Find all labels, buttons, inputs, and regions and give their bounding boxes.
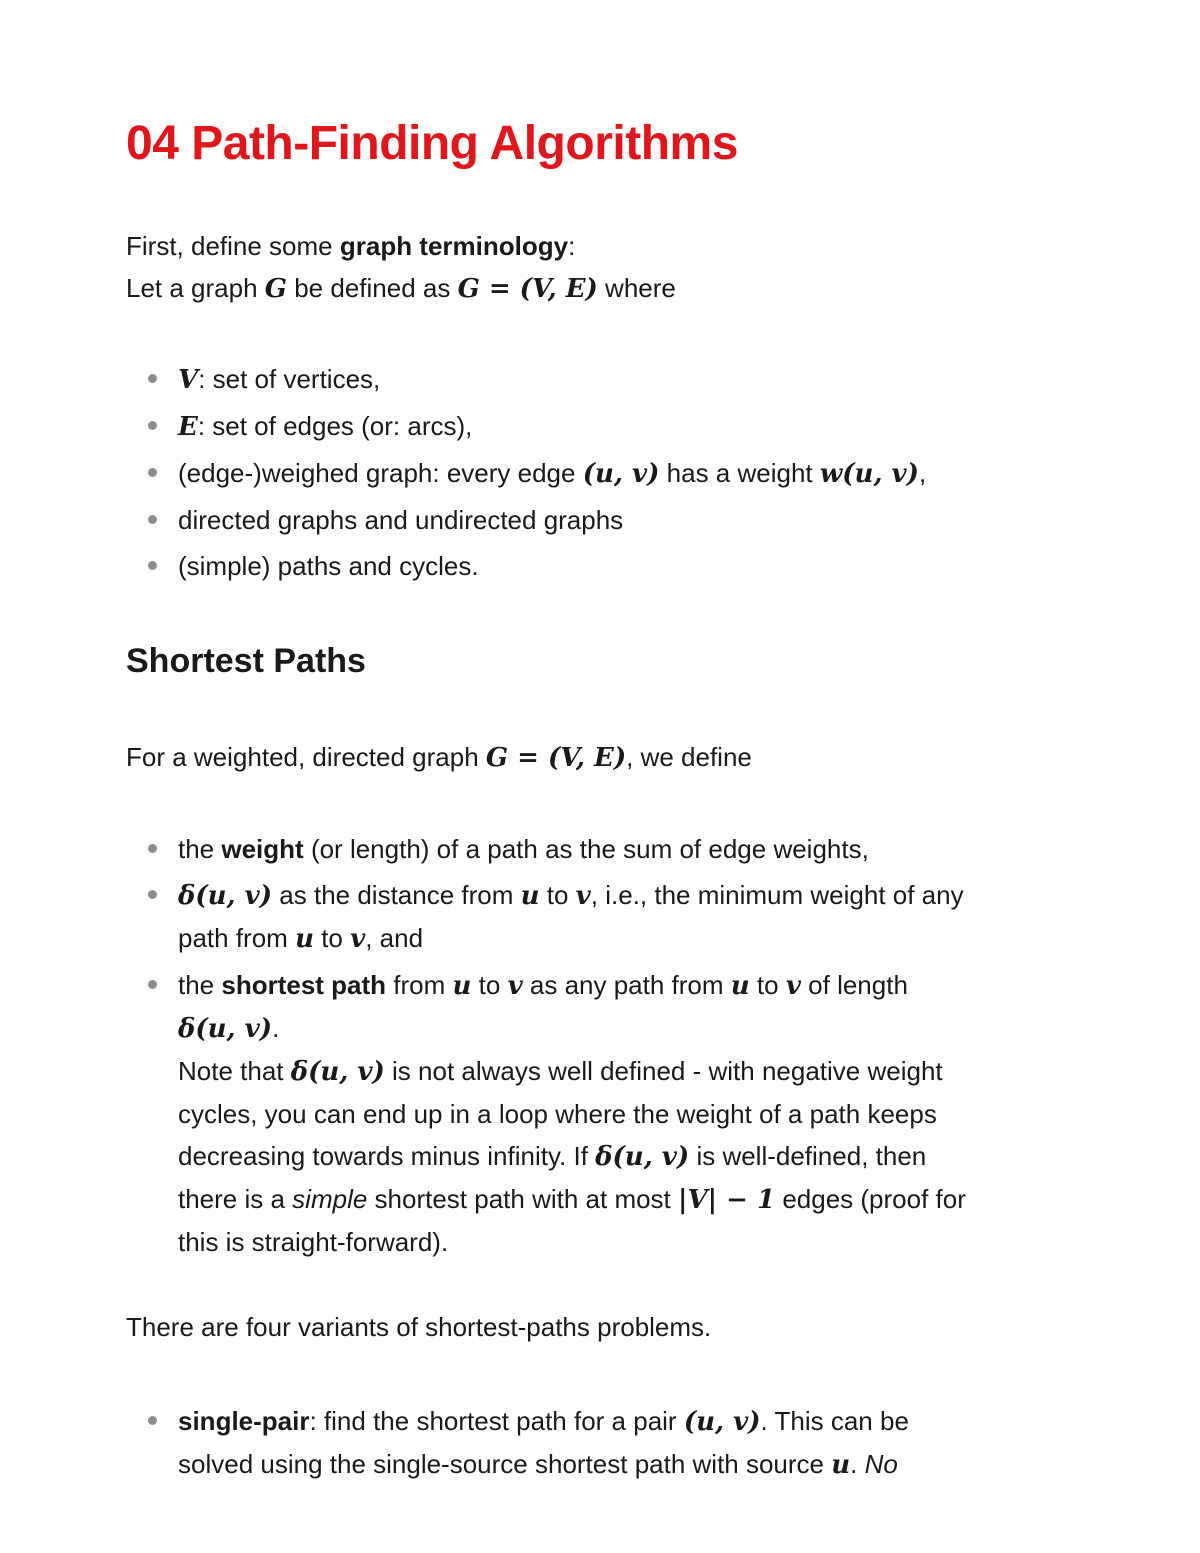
list-item — [126, 499, 1076, 541]
math-inline: u — [295, 924, 314, 954]
item-text: (edge-)weighed graph: every edge — [178, 458, 583, 488]
item-text: to — [471, 970, 508, 1000]
item-text: solved using the single-source shortest path with source — [178, 1449, 832, 1479]
item-text: has a weight — [659, 458, 820, 488]
bold-term: weight — [221, 834, 304, 864]
section-heading: Shortest Paths — [126, 642, 366, 680]
variants-intro: There are four variants of shortest-paths problems. — [126, 1312, 712, 1342]
emphasis-text: simple — [292, 1184, 368, 1214]
item-text: edges (proof for — [775, 1184, 966, 1214]
math-inline: v — [785, 971, 801, 1001]
list-item — [126, 964, 1076, 1263]
item-text: as any path from — [522, 970, 731, 1000]
item-text: the — [178, 834, 222, 864]
math-inline: (u, v) — [582, 459, 660, 489]
list-item — [126, 828, 1076, 870]
math-inline: (u, v) — [683, 1407, 761, 1437]
math-inline: v — [350, 924, 366, 954]
item-text: , — [918, 458, 927, 488]
math-inline: G = (V, E) — [457, 274, 598, 304]
list-item — [126, 545, 1076, 587]
bullet-icon — [148, 1416, 157, 1425]
bullet-icon — [148, 890, 157, 899]
terminology-list — [126, 358, 1076, 591]
item-text: there is a — [178, 1184, 293, 1214]
math-inline: u — [452, 971, 472, 1001]
variants-list — [126, 1400, 1076, 1486]
item-text: to — [749, 970, 786, 1000]
item-text: to — [313, 923, 351, 953]
emphasis-text: No — [857, 1449, 898, 1479]
bullet-icon — [148, 561, 157, 570]
math-inline: G — [264, 274, 287, 304]
math-inline: v — [507, 971, 523, 1001]
bullet-icon — [148, 421, 157, 430]
item-text: is not always well defined - with negative weight — [384, 1056, 943, 1086]
item-text: to — [539, 880, 576, 910]
intro-text: be defined as — [287, 273, 458, 303]
page-title: 04 Path-Finding Algorithms — [126, 117, 738, 170]
math-inline: δ(u, v) — [595, 1142, 690, 1172]
intro-text: First, define some — [126, 231, 340, 261]
math-inline: V — [178, 365, 199, 395]
math-inline: u — [520, 881, 540, 911]
bullet-icon — [148, 515, 157, 524]
item-text: cycles, you can end up in a loop where the weight of a path keeps — [178, 1099, 937, 1129]
bold-term: single-pair — [178, 1406, 310, 1436]
intro-text: : — [568, 231, 576, 261]
item-text: . — [272, 1013, 280, 1043]
item-text: as the distance from — [272, 880, 521, 910]
bullet-icon — [148, 844, 157, 853]
math-inline: E — [178, 412, 198, 442]
item-text: is well-defined, then — [689, 1141, 927, 1171]
bold-term: graph terminology — [339, 231, 569, 261]
math-inline: δ(u, v) — [178, 1014, 273, 1044]
item-text: : set of edges (or: arcs), — [197, 411, 473, 441]
item-text: Note that — [178, 1056, 291, 1086]
item-text: decreasing towards minus infinity. If — [178, 1141, 596, 1171]
bullet-icon — [148, 980, 157, 989]
math-inline: G = (V, E) — [485, 743, 627, 773]
intro-text: Let a graph — [126, 273, 265, 303]
intro-text: where — [597, 273, 676, 303]
list-item — [126, 1400, 1076, 1486]
math-inline: |V| − 1 — [678, 1185, 776, 1215]
item-text: . This can be — [760, 1406, 909, 1436]
item-text: of length — [800, 970, 908, 1000]
item-text: path from — [178, 923, 296, 953]
math-inline: δ(u, v) — [290, 1057, 385, 1087]
math-inline: u — [730, 971, 750, 1001]
item-text: the — [178, 970, 222, 1000]
bullet-icon — [148, 468, 157, 477]
list-item — [126, 358, 1076, 401]
item-text: shortest path with at most — [367, 1184, 679, 1214]
list-item — [126, 874, 1076, 960]
item-text: (simple) paths and cycles. — [178, 551, 479, 581]
intro-text: For a weighted, directed graph — [126, 742, 486, 772]
item-text: from — [386, 970, 453, 1000]
intro-text: , we define — [626, 742, 752, 772]
definitions-list — [126, 828, 1076, 1263]
item-text: , i.e., the minimum weight of any — [590, 880, 964, 910]
item-text: : set of vertices, — [198, 364, 381, 394]
intro-paragraph — [126, 225, 676, 310]
item-text: . — [850, 1449, 858, 1479]
bold-term: shortest path — [221, 970, 387, 1000]
math-inline: u — [831, 1450, 851, 1480]
item-text: directed graphs and undirected graphs — [178, 505, 624, 535]
item-text: : find the shortest path for a pair — [309, 1406, 684, 1436]
item-text: , and — [365, 923, 424, 953]
bullet-icon — [148, 374, 157, 383]
list-item — [126, 452, 1076, 495]
section-intro — [126, 736, 752, 779]
item-text: (or length) of a path as the sum of edge weights, — [303, 834, 869, 864]
list-item — [126, 405, 1076, 448]
item-text: this is straight-forward). — [178, 1227, 449, 1257]
math-inline: v — [575, 881, 591, 911]
math-inline: δ(u, v) — [178, 881, 273, 911]
math-inline: w(u, v) — [819, 459, 919, 489]
